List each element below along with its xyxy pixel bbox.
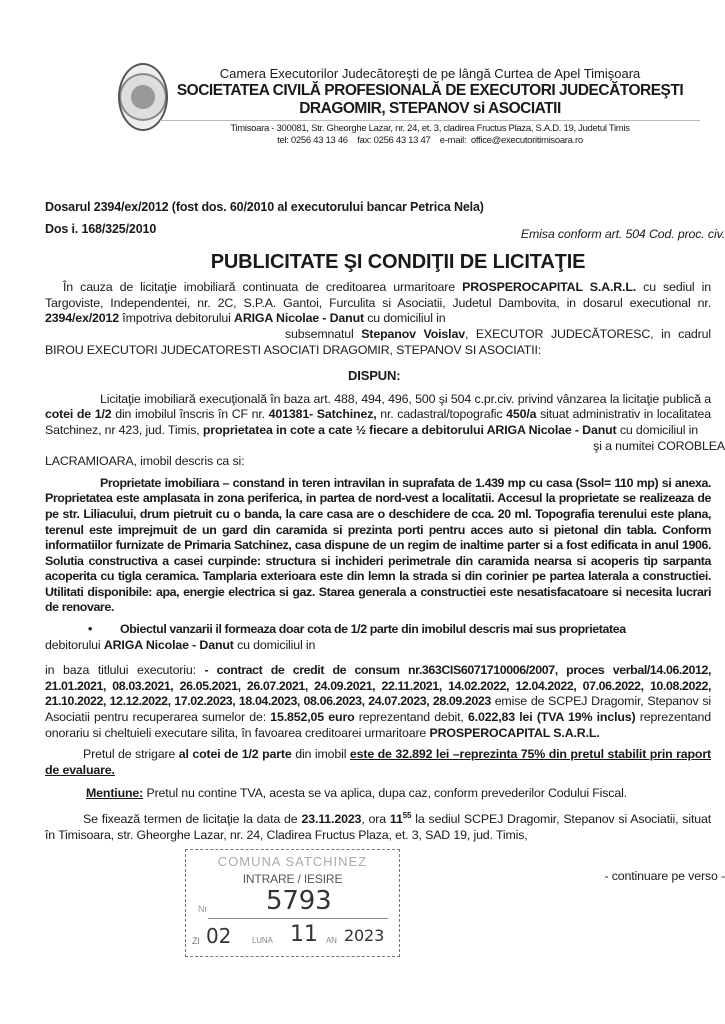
stamp-month: 11 [290,922,318,948]
starting-price: este de 32.892 lei –reprezinta 75% din pretul stabilit prin raport de evaluare. [45,747,711,777]
sale-object: Obiectul vanzarii il formeaza doar cota de 1/2 parte din imobilul descris mai sus proprietatea [120,622,626,637]
text: din imobil [291,747,350,762]
header-names: DRAGOMIR, STEPANOV si ASOCIATII [299,100,561,117]
stamp-label: INTRARE / IESIRE [242,872,343,887]
stamp-number: 5793 [266,886,332,917]
creditor-name: PROSPEROCAPITAL S.A.R.L. [429,725,600,740]
auction-hour: 11 [389,812,403,827]
bullet-icon: • [88,622,93,637]
text: cu domiciliul in [363,311,446,326]
document-body [45,200,725,957]
debtor-name: ARIGA Nicolae - Danut [103,637,234,652]
internal-file-number: Dos i. 168/325/2010 [45,221,157,236]
issued-under: Emisa conform art. 504 Cod. proc. civ. [520,226,725,241]
auction-date: 23.11.2023 [301,812,362,827]
text: cu domiciliul in [616,422,699,437]
share: al cotei de 1/2 parte [178,747,292,762]
text: Pretul de strigare [83,747,179,762]
mention-paragraph [86,786,711,802]
stamp-line [208,918,388,919]
text: LACRAMIOARA, imobil descris ca si: [45,454,245,469]
enforcement-titles: - contract de credit de consum nr.363CIS6071710006/2007, proces verbal/14.06.2012, 21.01.2021, 08.03.2021, 26.05.2021, 26.07.2021, 24.09.2021, 22.11.2021, 14.02.2022, 12.04.2022, 07.06.2022, 10.08.2022, 21.10.2022, 12.12.2022, 17.02.2023, 18.04.2023, 08.06.2023, 24.07.2023, 28.09.2023 [45,663,711,709]
text: , ora [361,812,390,827]
text: Se fixează termen de licitaţie la data de [83,812,302,827]
debtor-name: ARIGA Nicolae - Danut [234,311,364,326]
cadastral: 450/a [506,407,537,422]
auction-minutes: 55 [402,811,412,820]
stamp-day: 02 [206,924,232,949]
share: cotei de 1/2 [45,407,112,422]
header-contact: tel: 0256 43 13 46 fax: 0256 43 13 47 e-mail: office@executoritimisoara.ro [277,135,583,146]
stamp-nr-label: Nr [198,904,208,915]
stamp-year-label: AN [326,936,337,946]
text: debitorului [45,637,104,652]
executor-name: Stepanov Voislav [361,326,465,341]
property-description: Proprietate imobiliara – constand in teren intravilan in suprafata de 1.439 mp cu casa (Ssol= 110 mp) si anexa. Proprietatea este amplasata in zona periferica, in partea de nord-vest a localitatii. Accesul la proprietate se realizeaza de pe str. Liliacului, drum pietruit cu o banda, la care casa are o deschidere de cca. 20 ml. Topografia terenului este plana, terenul este imprejmuit de un gard din caramida si prezinta porti pentru acces auto si pietonal din tabla. Conform informatiilor furnizate de Primaria Satchinez, casa dispune de un regim de inaltime parter si a fost edificata in anul 1906. Solutia constructiva a casei curpinde: structura si inchideri perimetrale din caramida nearsa si acoperis tip sarpanta acoperita cu tigla ceramica. Tamplaria exterioara este din lemn la strada si din corinier pe partea laterala a constructiei. Utilitati disponibile: apa, energie electrica si gaz. Starea generala a constructiei este nesatisfacatoare si necesita lucrari de renovare. [45,475,711,615]
text: subsemnatul [285,326,362,341]
creditor-name: PROSPEROCAPITAL S.A.R.L. [462,280,637,295]
debt-amount: 15.852,05 euro [270,710,355,725]
text: emise de SCPEJ Dragomir, Stepanov si Asociatii pentru recuperarea sumelor de: [45,694,711,725]
auction-paragraph [45,392,711,439]
header-divider [160,120,700,121]
text: nr. cadastral/topografic [376,407,507,422]
header-society: SOCIETATEA CIVILĂ PROFESIONALĂ DE EXECUTORI JUDECĂTOREŞTI [176,82,684,99]
document-title: PUBLICITATE ŞI CONDIŢII DE LICITAŢIE [210,251,586,274]
text: situat administrativ in localitatea Satchinez, nr 423, jud. Timis, [45,407,711,437]
enforcement-title-paragraph [45,663,711,741]
auction-date-paragraph [45,808,711,843]
text: Pretul nu contine TVA, acesta se va aplica, dupa caz, conform prevederilor Codului Fiscal. [143,786,627,801]
text: reprezentand debit, [354,710,468,725]
text: in baza titlului executoriu: [45,663,205,678]
letterhead [170,66,690,147]
ownership: proprietatea in cote a cate ½ fiecare a debitorului ARIGA Nicolae - Danut [202,422,617,437]
file-number: Dosarul 2394/ex/2012 (fost dos. 60/2010 al executorului bancar Petrica Nela) [45,200,484,214]
header-chamber: Camera Executorilor Judecătoreşti de pe lângă Curtea de Apel Timişoara [219,66,641,81]
intro-paragraph [45,280,711,327]
dispun-heading: DISPUN: [348,368,401,384]
fees-amount: 6.022,83 lei (TVA 19% inclus) [467,710,636,725]
land-book: 401381- Satchinez, [268,407,377,422]
continuation-note: - continuare pe verso - [604,869,725,884]
mention-label: Mentiune: [86,786,144,801]
text: împotriva debitorului [119,311,235,326]
stamp-day-label: ZI [192,936,200,947]
text: reprezentand onorariu si cheltuieli executare silita, în favoarea creditoarei urmaritoare [45,710,711,740]
text: cu sediul in Targoviste, Independentei, nr. 2C, S.P.A. Gantoi, Furculita si Asociatii, Judetul Dambovita, in dosarul executional nr. [45,280,711,310]
text: În cauza de licitaţie imobiliară continuata de creditoarea urmaritoare [63,280,463,295]
text: din imobilul înscris în CF nr. [111,407,269,422]
header-address: Timisoara - 300081, Str. Gheorghe Lazar, nr. 24, et. 3, cladirea Fructus Plaza, S.A.D. 19, Judetul Timis [230,123,630,134]
text: la sediul SCPEJ Dragomir, Stepanov si Asociatii, situat în Timisoara, str. Gheorghe Lazar, nr. 24, Cladirea Fructus Plaza, et. 3, SAD 19, jud. Timis, [45,812,712,842]
registry-stamp [185,849,400,957]
starting-price-paragraph [45,747,711,778]
file-ref: 2394/ex/2012 [45,311,119,326]
text: , EXECUTOR JUDECĂTORESC, in cadrul BIROU EXECUTORI JUDECATORESTI ASOCIATI DRAGOMIR, STEPANOV SI ASOCIATII: [45,326,711,357]
stamp-year: 2023 [344,926,385,946]
sale-object-debtor [45,638,711,654]
co-owner: şi a numitei COROBLEA [593,438,725,453]
text: Licitaţie imobiliară execuţională în baza art. 488, 494, 496, 500 şi 504 c.pr.civ. privind vânzarea la licitaţie publică a [100,391,711,406]
executor-paragraph [45,327,711,358]
stamp-month-label: LUNA [252,936,273,946]
stamp-commune: COMUNA SATCHINEZ [217,854,368,870]
text: cu domiciliul in [233,637,316,652]
